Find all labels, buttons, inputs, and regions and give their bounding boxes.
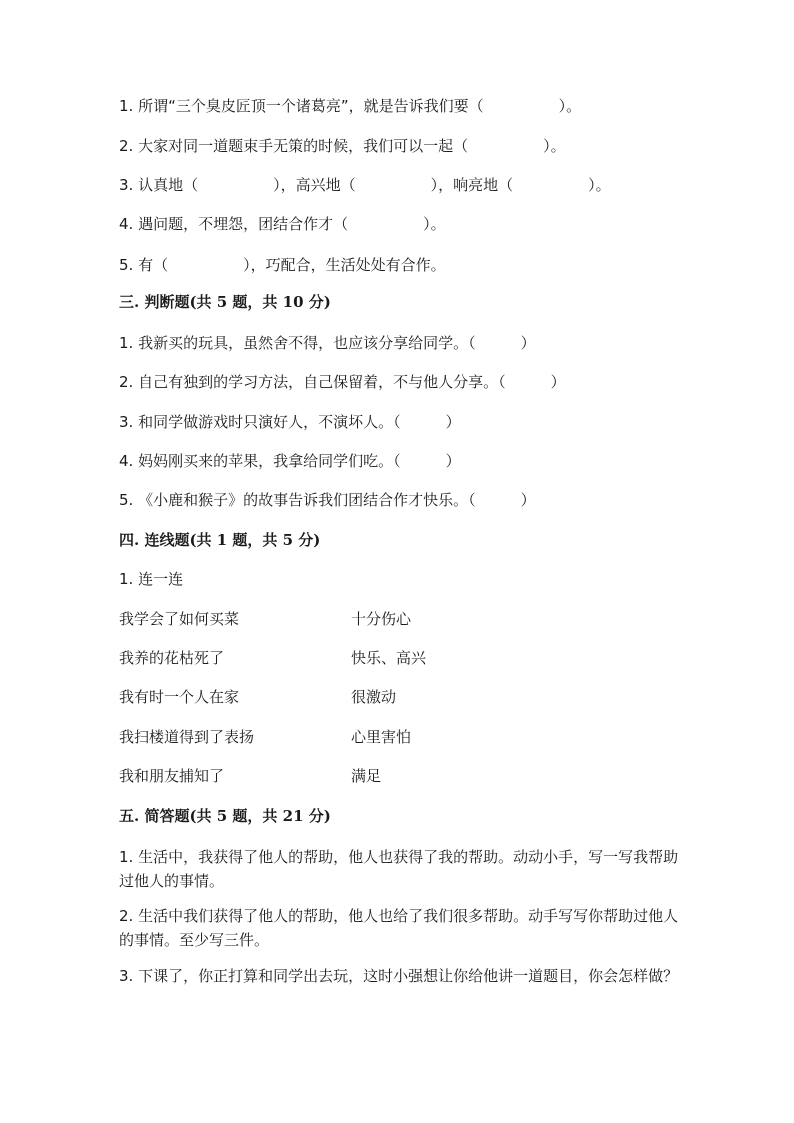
short-answer-item-3: 3. 下课了，你正打算和同学出去玩，这时小强想让你给他讲一道题目，你会怎样做？: [119, 967, 679, 985]
short-answer-item-2: 2. 生活中我们获得了他人的帮助，他人也给了我们很多帮助。动手写写你帮助过他人的事情。至少写三件。: [119, 907, 679, 949]
match-left-3: 我有时一个人在家: [119, 688, 240, 706]
fill-blank-item-2: 2. 大家对同一道题束手无策的时候，我们可以一起（ ）。: [119, 137, 566, 155]
match-left-5: 我和朋友捕知了: [119, 767, 225, 785]
section-3-heading: 三. 判断题(共 5 题，共 10 分): [119, 293, 331, 311]
match-left-1: 我学会了如何买菜: [119, 610, 240, 628]
match-left-4: 我扫楼道得到了表扬: [119, 728, 255, 746]
section-5-heading: 五. 简答题(共 5 题，共 21 分): [119, 807, 331, 825]
match-right-1: 十分伤心: [351, 610, 412, 628]
matching-question: 1. 连一连: [119, 570, 184, 588]
short-answer-item-1: 1. 生活中，我获得了他人的帮助，他人也获得了我的帮助。动动小手，写一写我帮助过他人的事情。: [119, 848, 679, 890]
judge-item-3: 3. 和同学做游戏时只演好人，不演坏人。（ ）: [119, 413, 461, 431]
fill-blank-item-5: 5. 有（ ），巧配合，生活处处有合作。: [119, 256, 446, 274]
judge-item-5: 5. 《小鹿和猴子》的故事告诉我们团结合作才快乐。（ ）: [119, 491, 536, 509]
match-right-4: 心里害怕: [351, 728, 412, 746]
fill-blank-item-3: 3. 认真地（ ），高兴地（ ），响亮地（ ）。: [119, 176, 611, 194]
judge-item-2: 2. 自己有独到的学习方法，自己保留着，不与他人分享。（ ）: [119, 373, 566, 391]
match-right-5: 满足: [351, 767, 382, 785]
judge-item-1: 1. 我新买的玩具，虽然舍不得，也应该分享给同学。（ ）: [119, 334, 536, 352]
match-right-3: 很激动: [351, 688, 397, 706]
fill-blank-item-4: 4. 遇问题，不埋怨，团结合作才（ ）。: [119, 215, 446, 233]
fill-blank-item-1: 1. 所谓“三个臭皮匠顶一个诸葛亮”，就是告诉我们要（ ）。: [119, 97, 582, 115]
section-4-heading: 四. 连线题(共 1 题，共 5 分): [119, 531, 321, 549]
judge-item-4: 4. 妈妈刚买来的苹果，我拿给同学们吃。（ ）: [119, 452, 461, 470]
match-right-2: 快乐、高兴: [351, 649, 427, 667]
match-left-2: 我养的花枯死了: [119, 649, 225, 667]
